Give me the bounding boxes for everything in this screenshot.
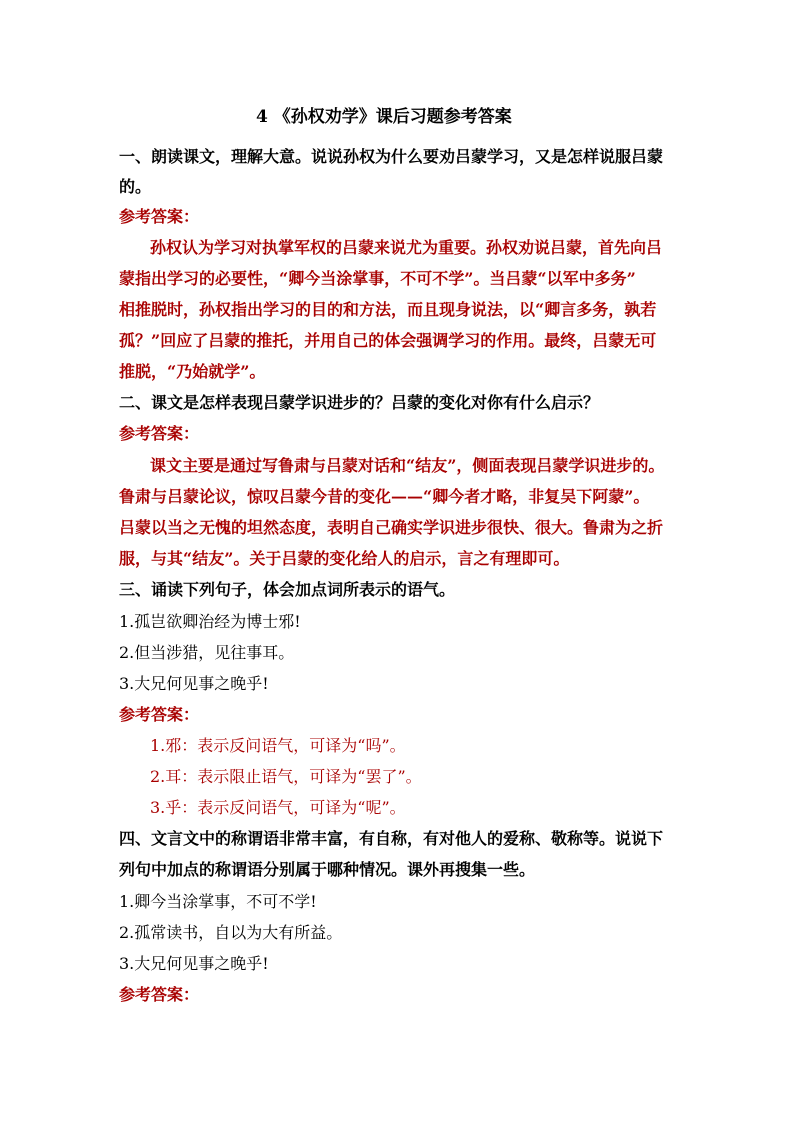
- question-2-answer-label: 参考答案：: [119, 424, 200, 443]
- question-2-answer-line: 课文主要是通过写鲁肃与吕蒙对话和“结友”，侧面表现吕蒙学识进步的。: [150, 456, 665, 475]
- question-2-answer-line: 服，与其“结友”。关于吕蒙的变化给人的启示，言之有理即可。: [119, 549, 570, 568]
- question-4-item: 1.卿今当涂掌事，不可不学!: [119, 892, 317, 911]
- question-3-item: 2.但当涉猎，见往事耳。: [119, 643, 295, 662]
- question-3-item: 3.大兄何见事之晚乎!: [119, 674, 269, 693]
- question-1-answer-line: 相推脱时，孙权指出学习的目的和方法，而且现身说法，以“卿言多务，孰若: [119, 300, 657, 319]
- question-3-item: 1.孤岂欲卿治经为博士邪!: [119, 612, 301, 631]
- question-1-line-1: 一、朗读课文，理解大意。说说孙权为什么要劝吕蒙学习，又是怎样说服吕蒙: [119, 147, 664, 166]
- question-3-line-1: 三、诵读下列句子，体会加点词所表示的语气。: [119, 580, 456, 599]
- question-1-answer-line: 蒙指出学习的必要性，“卿今当涂掌事，不可不学”。当吕蒙“以军中多务”: [119, 269, 636, 288]
- question-3-answer: 2.耳：表示限止语气，可译为“罢了”。: [150, 767, 422, 786]
- question-4-item: 3.大兄何见事之晚乎!: [119, 954, 269, 973]
- question-2-answer-line: 鲁肃与吕蒙论议，惊叹吕蒙今昔的变化——“卿今者才略，非复吴下阿蒙”。: [119, 487, 650, 506]
- question-1-answer-line: 推脱，“乃始就学”。: [119, 362, 266, 381]
- question-2-line-1: 二、课文是怎样表现吕蒙学识进步的？吕蒙的变化对你有什么启示？: [119, 393, 600, 412]
- question-1-answer-line: 孤？”回应了吕蒙的推托，并用自己的体会强调学习的作用。最终，吕蒙无可: [119, 331, 657, 350]
- page-title: 4 《孙权劝学》课后习题参考答案: [256, 107, 512, 127]
- question-3-answer: 1.邪：表示反问语气，可译为“吗”。: [150, 736, 406, 755]
- question-4-item: 2.孤常读书，自以为大有所益。: [119, 923, 343, 942]
- question-4-line-2: 列句中加点的称谓语分别属于哪种情况。课外再搜集一些。: [119, 860, 536, 879]
- question-4-line-1: 四、文言文中的称谓语非常丰富，有自称，有对他人的爱称、敬称等。说说下: [119, 829, 664, 848]
- question-3-answer: 3.乎：表示反问语气，可译为“呢”。: [150, 798, 406, 817]
- question-1-line-2: 的。: [119, 177, 152, 196]
- question-1-answer-line: 孙权认为学习对执掌军权的吕蒙来说尤为重要。孙权劝说吕蒙，首先向吕: [150, 238, 663, 257]
- question-3-answer-label: 参考答案：: [119, 705, 200, 724]
- question-1-answer-label: 参考答案：: [119, 207, 200, 226]
- question-4-answer-label: 参考答案：: [119, 985, 200, 1004]
- question-2-answer-line: 吕蒙以当之无愧的坦然态度，表明自己确实学识进步很快、很大。鲁肃为之折: [119, 518, 664, 537]
